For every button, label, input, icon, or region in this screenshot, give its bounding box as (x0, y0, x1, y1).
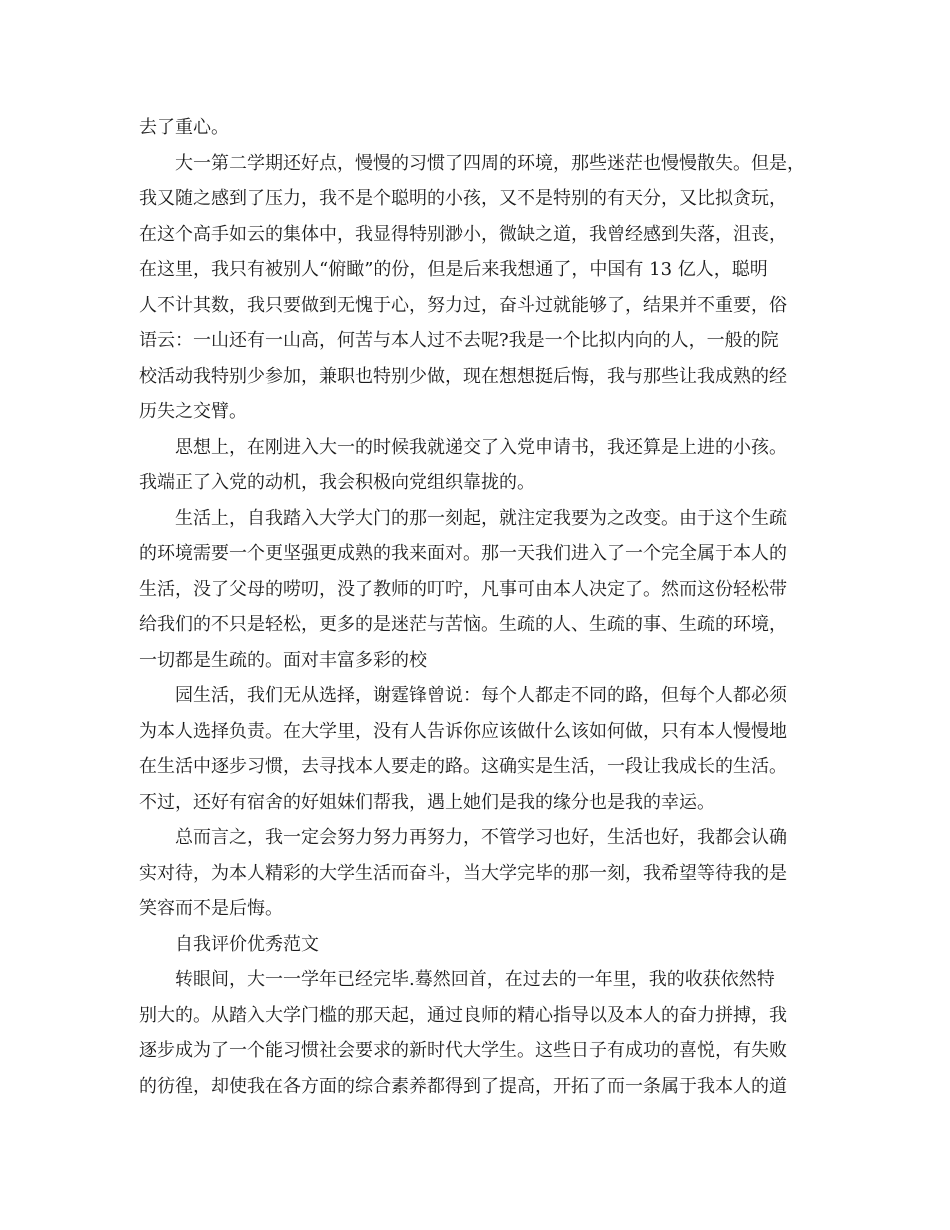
text-line: 生活，没了父母的唠叨，没了教师的叮咛，凡事可由本人决定了。然而这份轻松带 (139, 578, 787, 600)
text-line: 别大的。从踏入大学门槛的那天起，通过良师的精心指导以及本人的奋力拼搏，我 (139, 1004, 787, 1026)
section-heading: 自我评价优秀范文 (175, 933, 319, 955)
document-body (139, 110, 829, 1104)
text-line: 语云：一山还有一山高，何苦与本人过不去呢?我是一个比拟内向的人，一般的院 (139, 330, 779, 351)
text-line: 不过，还好有宿舍的好姐妹们帮我，遇上她们是我的缘分也是我的幸运。 (139, 791, 715, 813)
text-line: 历失之交臂。 (139, 401, 247, 422)
text-line: 校活动我特别少参加，兼职也特别少做，现在想想挺后悔，我与那些让我成熟的经 (139, 365, 787, 387)
text-line: 一切都是生疏的。面对丰富多彩的校 (139, 649, 427, 671)
paragraph-first-line: 园生活，我们无从选择，谢霆锋曾说：每个人都走不同的路，但每个人都必须 (175, 685, 787, 706)
text-line: 逐步成为了一个能习惯社会要求的新时代大学生。这些日子有成功的喜悦，有失败 (139, 1040, 787, 1061)
text-line: 去了重心。 (139, 117, 229, 138)
text-line: 我端正了入党的动机，我会积极向党组织靠拢的。 (139, 472, 535, 493)
text-line: 人不计其数，我只要做到无愧于心，努力过，奋斗过就能够了，结果并不重要，俗 (139, 294, 787, 316)
text-line: 为本人选择负责。在大学里，没有人告诉你应该做什么该如何做，只有本人慢慢地 (139, 720, 787, 742)
paragraph-first-line: 生活上，自我踏入大学大门的那一刻起，就注定我要为之改变。由于这个生疏 (175, 507, 787, 529)
text-line: 我又随之感到了压力，我不是个聪明的小孩，又不是特别的有天分，又比拟贪玩， (139, 188, 787, 209)
paragraph-first-line: 大一第二学期还好点，慢慢的习惯了四周的环境，那些迷茫也慢慢散失。但是， (175, 152, 805, 174)
paragraph-first-line: 总而言之，我一定会努力努力再努力，不管学习也好，生活也好，我都会认确 (175, 827, 787, 848)
paragraph-first-line: 转眼间，大一一学年已经完毕.蓦然回首，在过去的一年里，我的收获依然特 (175, 969, 775, 990)
text-line: 的彷徨，却使我在各方面的综合素养都得到了提高，开拓了而一条属于我本人的道 (139, 1075, 787, 1097)
text-line: 在这个高手如云的集体中，我显得特别渺小，微缺之道，我曾经感到失落，沮丧， (139, 223, 787, 245)
text-line: 笑容而不是后悔。 (139, 898, 283, 919)
text-line: 的环境需要一个更坚强更成熟的我来面对。那一天我们进入了一个完全属于本人的 (139, 543, 787, 564)
text-line: 在这里，我只有被别人“俯瞰”的份，但是后来我想通了，中国有 13 亿人，聪明 (139, 259, 768, 280)
text-line: 实对待，为本人精彩的大学生活而奋斗，当大学完毕的那一刻，我希望等待我的是 (139, 862, 787, 884)
text-line: 在生活中逐步习惯，去寻找本人要走的路。这确实是生活，一段让我成长的生活。 (139, 756, 787, 777)
paragraph-first-line: 思想上，在刚进入大一的时候我就递交了入党申请书，我还算是上进的小孩。 (175, 436, 787, 458)
text-line: 给我们的不只是轻松，更多的是迷茫与苦恼。生疏的人、生疏的事、生疏的环境， (139, 614, 787, 635)
